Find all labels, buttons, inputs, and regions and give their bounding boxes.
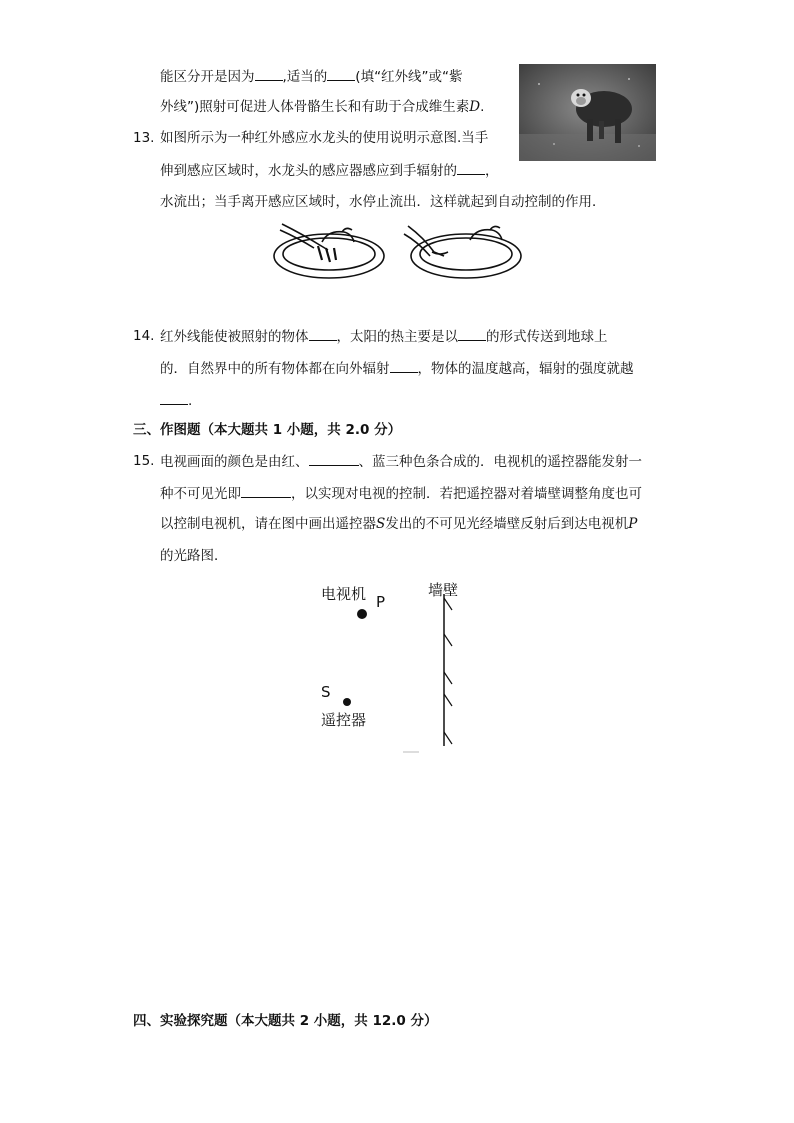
q13-line-1: 如图所示为一种红外感应水龙头的使用说明示意图.当手 — [160, 130, 489, 146]
tv-label: 电视机 — [321, 585, 367, 603]
remote-label: 遥控器 — [321, 711, 367, 729]
faucet-illustration — [272, 218, 526, 282]
q15-line-2 — [160, 483, 642, 504]
q15-line-3 — [160, 514, 637, 534]
reflection-diagram — [315, 576, 475, 756]
q15-text: 电视画面的颜色是由红、 — [160, 454, 309, 470]
q14-text: ，太阳的热主要是以 — [336, 329, 458, 345]
section-detail: （本大题共 2 小题，共 12.0 分） — [227, 1013, 438, 1029]
section-detail: （本大题共 1 小题，共 2.0 分） — [200, 422, 402, 438]
q12-text: ,适当的 — [282, 69, 328, 85]
q13-text: 伸到感应区域时，水龙头的感应器感应到手辐射的 — [160, 163, 457, 179]
answer-blank[interactable] — [309, 451, 359, 466]
q14-line-2 — [160, 358, 634, 379]
question-number: 13. — [133, 130, 155, 146]
section-heading — [133, 420, 401, 440]
q13-line-3: 水流出；当手离开感应区域时，水停止流出．这样就起到自动控制的作用． — [160, 194, 606, 210]
q14-text: 的．自然界中的所有物体都在向外辐射 — [160, 361, 390, 377]
section-title: 三、作图题 — [133, 422, 201, 438]
q12-variable: D — [469, 99, 481, 115]
answer-blank[interactable] — [390, 358, 418, 373]
q12-text: 能区分开是因为 — [160, 69, 255, 85]
answer-blank[interactable] — [327, 66, 355, 81]
q15-text: 以控制电视机，请在图中画出遥控器 — [160, 516, 376, 532]
answer-blank[interactable] — [160, 390, 188, 405]
q14-line-1 — [160, 326, 608, 347]
q15-variable: P — [628, 516, 638, 532]
answer-blank[interactable] — [309, 326, 337, 341]
remote-point-dot — [343, 698, 351, 706]
q14-text: ，物体的温度越高，辐射的强度就越 — [417, 361, 634, 377]
question-number: 15. — [133, 453, 155, 469]
q14-text: 红外线能使被照射的物体 — [160, 329, 309, 345]
q13-text: ， — [485, 163, 499, 179]
tv-point-dot — [357, 609, 367, 619]
q15-text: ，以实现对电视的控制．若把遥控器对着墙壁调整角度也可 — [291, 486, 642, 502]
answer-blank[interactable] — [458, 326, 486, 341]
tv-point-label: P — [376, 593, 386, 611]
q15-line-4: 的光路图． — [160, 548, 228, 564]
q14-line-3 — [160, 390, 192, 411]
q12-line-2 — [160, 97, 484, 117]
q14-text: . — [188, 393, 193, 409]
answer-blank[interactable] — [255, 66, 283, 81]
q15-text: 、蓝三种色条合成的．电视机的遥控器能发射一 — [358, 454, 642, 470]
q14-text: 的形式传送到地球上 — [486, 329, 608, 345]
wall-label: 墙壁 — [428, 581, 459, 599]
q15-text: 种不可见光即 — [160, 486, 241, 502]
answer-blank[interactable] — [457, 160, 485, 175]
answer-blank[interactable] — [241, 483, 291, 498]
q15-text: 发出的不可见光经墙壁反射后到达电视机 — [385, 516, 629, 532]
q15-variable: S — [376, 516, 386, 532]
q12-text: (填“红外线”或“紫 — [355, 69, 463, 85]
section-heading — [133, 1011, 438, 1031]
q12-text: . — [480, 99, 485, 115]
wall-hatching — [444, 598, 452, 744]
q15-line-1 — [160, 451, 642, 472]
q13-line-2 — [160, 160, 499, 181]
infrared-bear-photo — [519, 64, 656, 161]
q12-text: 外线”)照射可促进人体骨骼生长和有助于合成维生素 — [160, 99, 470, 115]
q12-line-1 — [160, 66, 463, 87]
remote-point-label: S — [321, 683, 331, 701]
section-title: 四、实验探究题 — [133, 1013, 228, 1029]
question-number: 14. — [133, 328, 155, 344]
